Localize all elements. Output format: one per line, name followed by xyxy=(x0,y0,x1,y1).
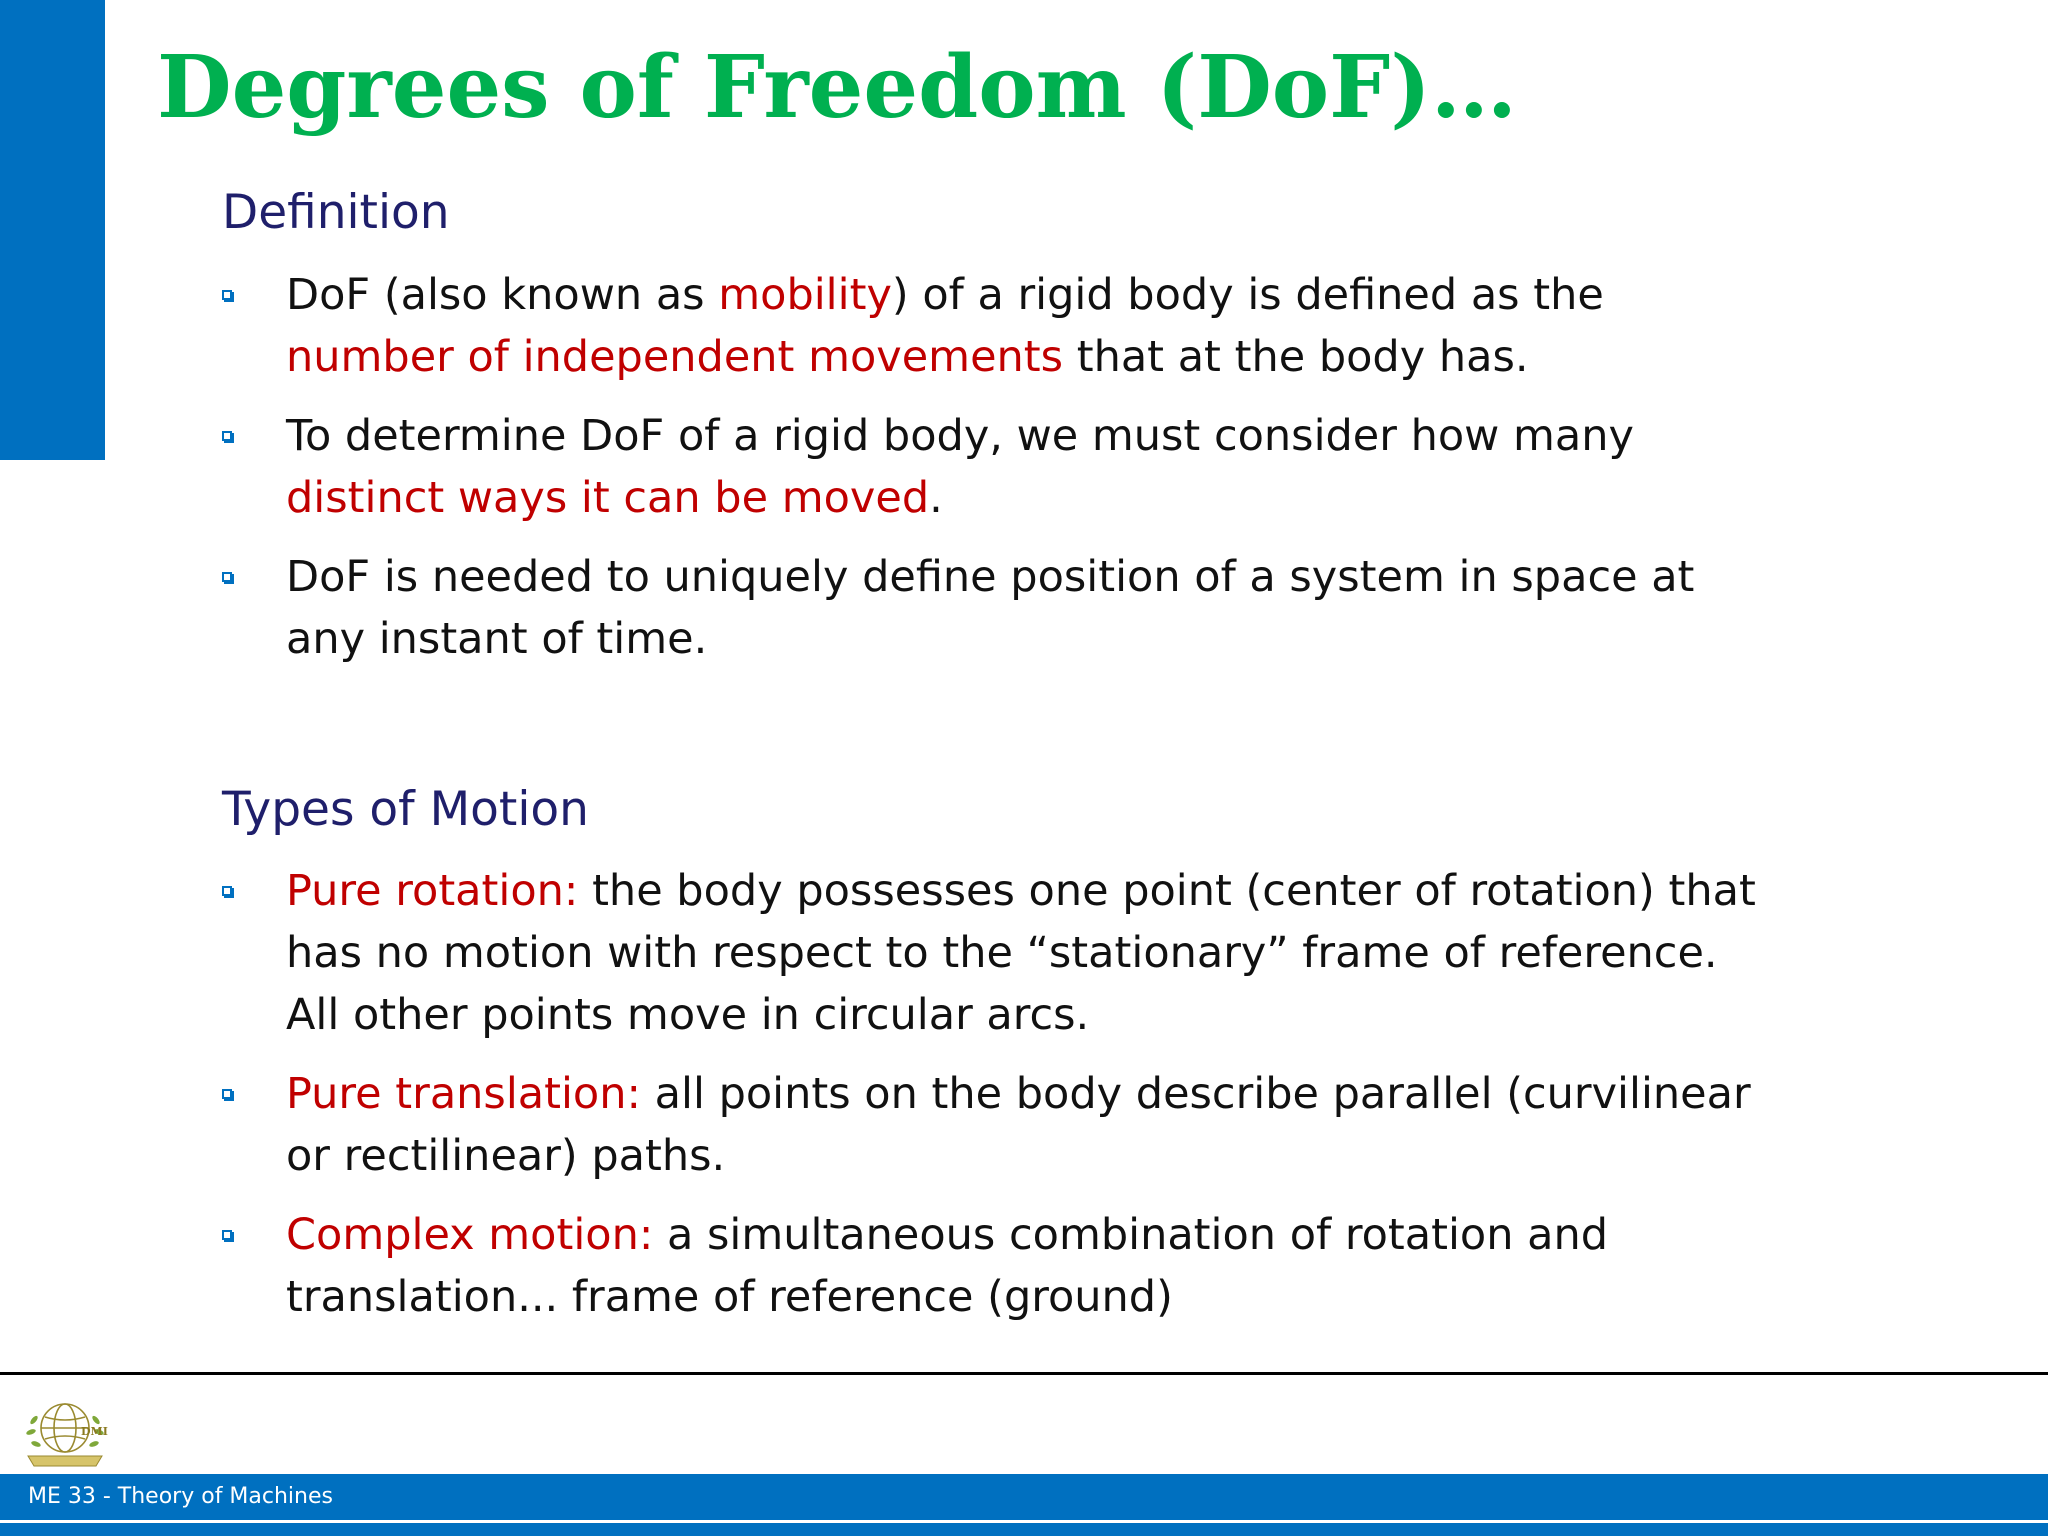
section-heading-types-of-motion: Types of Motion xyxy=(222,782,589,837)
footer-divider xyxy=(0,1372,2048,1375)
bullet-item xyxy=(222,860,1782,1046)
bullet-item xyxy=(222,405,1782,529)
bullet-text: all points on the body describe parallel (curvilinear or rectilinear) paths. xyxy=(286,1069,1751,1181)
bullet-text: To determine DoF of a rigid body, we must consider how many xyxy=(286,411,1634,461)
highlighted-term: Pure translation: xyxy=(286,1069,641,1119)
footer-bottom-stripe xyxy=(0,1523,2048,1536)
highlighted-term: Pure rotation: xyxy=(286,866,579,916)
bullet-text: that at the body has. xyxy=(1063,332,1529,382)
highlighted-term: Complex motion: xyxy=(286,1210,654,1260)
definition-bullet-list xyxy=(222,264,1782,687)
section-heading-definition: Definition xyxy=(222,185,450,240)
left-accent-bar xyxy=(0,0,105,460)
types-of-motion-bullet-list xyxy=(222,860,1782,1345)
logo-lettering: DMI xyxy=(81,1425,108,1438)
institution-logo xyxy=(18,1390,112,1470)
highlighted-term: number of independent movements xyxy=(286,332,1064,382)
square-bullet-icon xyxy=(222,1230,232,1240)
bullet-item xyxy=(222,1063,1782,1187)
bullet-text: ) of a rigid body is defined as the xyxy=(891,270,1604,320)
bullet-text: a simultaneous combination of rotation and translation... frame of reference (ground) xyxy=(286,1210,1609,1322)
square-bullet-icon xyxy=(222,431,232,441)
bullet-text: DoF (also known as xyxy=(286,270,719,320)
bullet-item xyxy=(222,264,1782,388)
highlighted-term: distinct ways it can be moved xyxy=(286,473,930,523)
slide-title: Degrees of Freedom (DoF)… xyxy=(157,37,1517,138)
square-bullet-icon xyxy=(222,1089,232,1099)
bullet-item xyxy=(222,546,1782,670)
square-bullet-icon xyxy=(222,886,232,896)
square-bullet-icon xyxy=(222,572,232,582)
highlighted-term: mobility xyxy=(718,270,892,320)
bullet-text: DoF is needed to uniquely define position of a system in space at any instant of time. xyxy=(286,552,1695,664)
bullet-item xyxy=(222,1204,1782,1328)
footer-course-label: ME 33 - Theory of Machines xyxy=(28,1484,333,1509)
square-bullet-icon xyxy=(222,290,232,300)
bullet-text: the body possesses one point (center of rotation) that has no motion with respect to the “stationary” frame of reference. All other points move in circular arcs. xyxy=(286,866,1756,1040)
bullet-text: . xyxy=(929,473,943,523)
